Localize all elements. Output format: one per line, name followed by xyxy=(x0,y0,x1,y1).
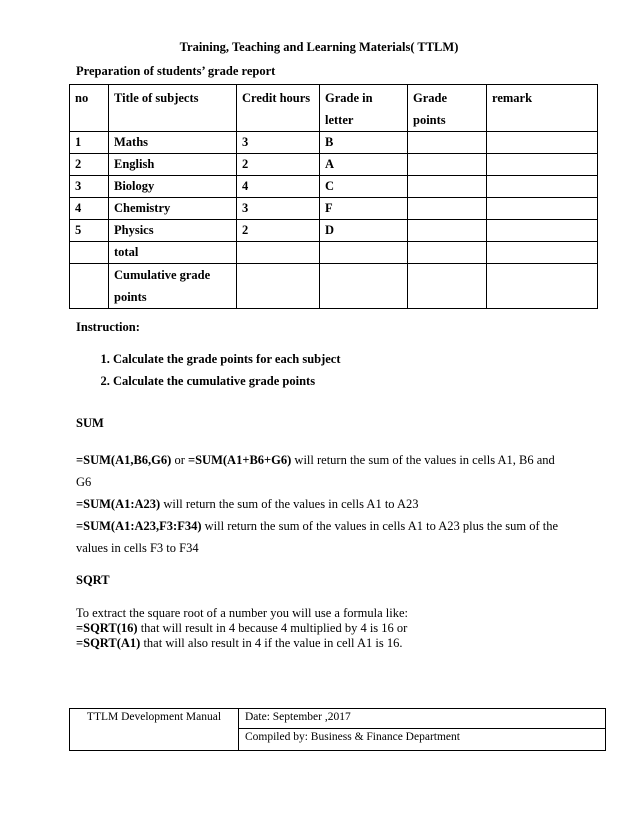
cell-subject: Chemistry xyxy=(109,198,237,220)
text: will return the sum of the values in cells A1 to A23 xyxy=(160,497,419,511)
cell-grade: F xyxy=(320,198,408,220)
cumulative-row xyxy=(70,264,598,309)
sum-paragraph-3 xyxy=(76,515,566,559)
cell-no: 4 xyxy=(70,198,109,220)
cell-no: 5 xyxy=(70,220,109,242)
text: will return the sum of the values in cells A1 to A23 plus the sum of the values in cells F3 to F34 xyxy=(76,519,559,555)
cell-grade xyxy=(320,242,408,264)
cell-no xyxy=(70,242,109,264)
formula: =SUM(A1,B6,G6) xyxy=(76,453,172,467)
document-title: Training, Teaching and Learning Materials( TTLM) xyxy=(179,40,459,54)
table-header-row xyxy=(70,85,598,132)
table-row xyxy=(70,220,598,242)
cell-credit: 2 xyxy=(237,220,320,242)
text: or xyxy=(171,453,188,467)
cell-credit xyxy=(237,264,320,309)
sqrt-line-2 xyxy=(76,636,566,651)
list-item: 1. Calculate the grade points for each subject xyxy=(113,348,341,370)
cell-remark xyxy=(487,132,598,154)
formula: =SUM(A1:A23,F3:F34) xyxy=(76,519,202,533)
cell-no: 2 xyxy=(70,154,109,176)
cell-grade: B xyxy=(320,132,408,154)
list-item: 2. Calculate the cumulative grade points xyxy=(113,370,341,392)
grade-report-table xyxy=(69,84,598,309)
cell-remark xyxy=(487,198,598,220)
cell-credit: 3 xyxy=(237,198,320,220)
formula: =SQRT(A1) xyxy=(76,636,141,650)
cell-subject: Biology xyxy=(109,176,237,198)
table-row xyxy=(70,198,598,220)
text: that will also result in 4 if the value in cell A1 is 16. xyxy=(140,636,403,650)
cell-remark xyxy=(487,264,598,309)
instruction-steps xyxy=(76,348,341,392)
text: that will result in 4 because 4 multiplied by 4 is 16 or xyxy=(137,621,408,635)
cell-credit: 3 xyxy=(237,132,320,154)
cell-points xyxy=(408,220,487,242)
cell-no xyxy=(70,264,109,309)
cell-grade: D xyxy=(320,220,408,242)
table-caption: Preparation of students’ grade report xyxy=(76,64,276,78)
cell-subject: Maths xyxy=(109,132,237,154)
cell-grade xyxy=(320,264,408,309)
cell-points xyxy=(408,198,487,220)
header-grade-points: Grade points xyxy=(408,85,487,132)
text: will return the sum of the values in cells A1, B6 and G6 xyxy=(76,453,555,489)
instruction-heading: Instruction: xyxy=(76,320,140,334)
cell-no: 1 xyxy=(70,132,109,154)
header-remark: remark xyxy=(487,85,598,132)
footer-manual: TTLM Development Manual xyxy=(70,709,239,751)
cell-subject: Physics xyxy=(109,220,237,242)
cell-grade: A xyxy=(320,154,408,176)
cell-points xyxy=(408,264,487,309)
cell-remark xyxy=(487,220,598,242)
table-row xyxy=(70,132,598,154)
header-credit-hours: Credit hours xyxy=(237,85,320,132)
cell-grade: C xyxy=(320,176,408,198)
header-no: no xyxy=(70,85,109,132)
sqrt-paragraph xyxy=(76,606,566,651)
cumulative-label: Cumulative grade points xyxy=(109,264,237,309)
cell-points xyxy=(408,132,487,154)
cell-credit: 4 xyxy=(237,176,320,198)
total-row xyxy=(70,242,598,264)
cell-credit: 2 xyxy=(237,154,320,176)
sqrt-intro: To extract the square root of a number you will use a formula like: xyxy=(76,606,409,620)
cell-remark xyxy=(487,176,598,198)
header-subject: Title of subjects xyxy=(109,85,237,132)
table-row xyxy=(70,176,598,198)
sqrt-line-1 xyxy=(76,621,566,636)
formula: =SQRT(16) xyxy=(76,621,138,635)
formula: =SUM(A1:A23) xyxy=(76,497,161,511)
total-label: total xyxy=(109,242,237,264)
cell-subject: English xyxy=(109,154,237,176)
cell-points xyxy=(408,154,487,176)
footer-date: Date: September ,2017 xyxy=(239,709,606,729)
cell-remark xyxy=(487,154,598,176)
cell-no: 3 xyxy=(70,176,109,198)
sum-paragraph-1 xyxy=(76,449,566,493)
page-footer xyxy=(69,708,606,751)
cell-remark xyxy=(487,242,598,264)
table-row xyxy=(70,154,598,176)
cell-credit xyxy=(237,242,320,264)
sqrt-heading: SQRT xyxy=(76,573,110,587)
header-grade-letter: Grade in letter xyxy=(320,85,408,132)
formula: =SUM(A1+B6+G6) xyxy=(187,453,292,467)
sum-heading: SUM xyxy=(76,416,104,430)
footer-compiled: Compiled by: Business & Finance Department xyxy=(239,729,606,751)
cell-points xyxy=(408,242,487,264)
sum-paragraph-2 xyxy=(76,493,566,515)
cell-points xyxy=(408,176,487,198)
